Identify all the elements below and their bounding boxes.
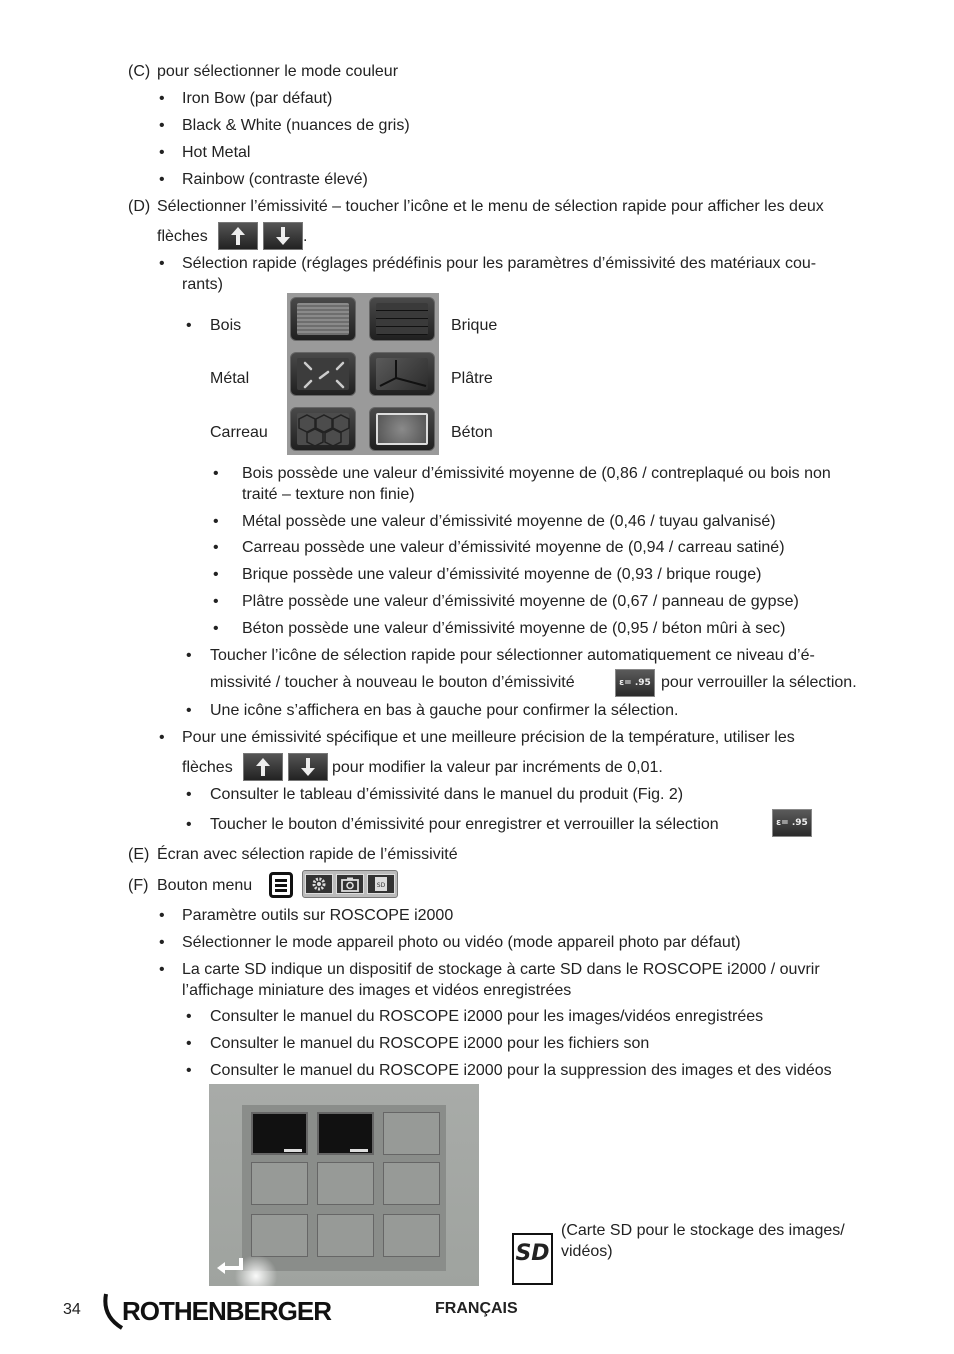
sd-caption-cont: vidéos) bbox=[561, 1243, 613, 1260]
specific-text-cont: flèches bbox=[182, 759, 233, 776]
brick-icon[interactable] bbox=[369, 297, 435, 341]
list-item: Rainbow (contraste élevé) bbox=[182, 171, 368, 188]
touch-text: Toucher l’icône de sélection rapide pour sélectionner automatiquement ce niveau d’é- bbox=[210, 647, 815, 664]
save-text: Toucher le bouton d’émissivité pour enregistrer et verrouiller la sélection bbox=[210, 816, 719, 833]
bullet: • bbox=[186, 816, 192, 833]
emissivity-button-icon: ε= .95 bbox=[772, 809, 812, 837]
bullet: • bbox=[213, 465, 219, 482]
section-d-text: Sélectionner l’émissivité – toucher l’icône et le menu de sélection rapide pour afficher les deux bbox=[157, 198, 824, 215]
bullet: • bbox=[213, 513, 219, 530]
confirm-text: Une icône s’affichera en bas à gauche pour confirmer la sélection. bbox=[210, 702, 679, 719]
sd-card-icon bbox=[512, 1233, 553, 1285]
table-ref-text: Consulter le tableau d’émissivité dans le manuel du produit (Fig. 2) bbox=[210, 786, 684, 803]
specific-text: Pour une émissivité spécifique et une meilleure précision de la température, utiliser les bbox=[182, 729, 795, 746]
metal-icon[interactable] bbox=[290, 352, 356, 396]
language-label: FRANÇAIS bbox=[435, 1300, 518, 1317]
emissivity-value: Béton possède une valeur d’émissivité moyenne de (0,95 / béton mûri à sec) bbox=[242, 620, 786, 637]
page-number: 34 bbox=[63, 1301, 81, 1318]
list-item: Black & White (nuances de gris) bbox=[182, 117, 410, 134]
list-item: Consulter le manuel du ROSCOPE i2000 pour les fichiers son bbox=[210, 1035, 650, 1052]
bullet: • bbox=[186, 1035, 192, 1052]
list-item: Consulter le manuel du ROSCOPE i2000 pour la suppression des images et des vidéos bbox=[210, 1062, 832, 1079]
thumbnail-screen bbox=[209, 1084, 479, 1286]
svg-text:SD: SD bbox=[376, 882, 386, 889]
sd-text-cont: l’affichage miniature des images et vidéos enregistrées bbox=[182, 982, 572, 999]
wood-icon[interactable] bbox=[290, 297, 356, 341]
material-label-platre: Plâtre bbox=[451, 370, 493, 387]
tile-icon[interactable] bbox=[290, 407, 356, 451]
bullet: • bbox=[186, 786, 192, 803]
punctuation: . bbox=[303, 228, 308, 245]
bullet: • bbox=[186, 1008, 192, 1025]
thumbnail[interactable] bbox=[317, 1162, 374, 1205]
touch-text-end: pour verrouiller la sélection. bbox=[661, 674, 857, 691]
concrete-icon[interactable] bbox=[369, 407, 435, 451]
thumbnail[interactable] bbox=[383, 1214, 440, 1257]
thumbnail[interactable] bbox=[383, 1162, 440, 1205]
emissivity-value: Métal possède une valeur d’émissivité moyenne de (0,46 / tuyau galvanisé) bbox=[242, 513, 776, 530]
section-f-text: Bouton menu bbox=[157, 877, 253, 894]
arrow-up-icon bbox=[218, 222, 258, 250]
bullet: • bbox=[186, 1062, 192, 1079]
plaster-icon[interactable] bbox=[369, 352, 435, 396]
logo-arc bbox=[100, 1292, 124, 1332]
light-glare bbox=[233, 1256, 279, 1286]
list-item: Hot Metal bbox=[182, 144, 251, 161]
emissivity-value-cont: traité – texture non finie) bbox=[242, 486, 415, 503]
bullet: • bbox=[159, 171, 165, 188]
specific-text-end: pour modifier la valeur par incréments de 0,01. bbox=[332, 759, 663, 776]
menu-bar bbox=[302, 870, 398, 898]
emissivity-button-icon: ε= .95 bbox=[615, 669, 655, 697]
arrow-down-icon bbox=[288, 753, 328, 781]
bullet: • bbox=[159, 729, 165, 746]
emissivity-value: Brique possède une valeur d’émissivité moyenne de (0,93 / brique rouge) bbox=[242, 566, 762, 583]
menu-icon bbox=[269, 872, 293, 898]
emissivity-value: Carreau possède une valeur d’émissivité moyenne de (0,94 / carreau satiné) bbox=[242, 539, 785, 556]
thumbnail[interactable] bbox=[251, 1112, 308, 1155]
gear-icon[interactable] bbox=[305, 874, 333, 894]
sd-card-icon[interactable] bbox=[367, 874, 395, 894]
bullet: • bbox=[159, 90, 165, 107]
touch-text-cont: missivité / toucher à nouveau le bouton d’émissivité bbox=[210, 674, 575, 691]
sd-label: SD bbox=[515, 1241, 550, 1266]
bullet: • bbox=[159, 907, 165, 924]
thumbnail[interactable] bbox=[317, 1112, 374, 1155]
bullet: • bbox=[159, 255, 165, 272]
section-d-arrows-label: flèches bbox=[157, 228, 208, 245]
list-item: Iron Bow (par défaut) bbox=[182, 90, 333, 107]
section-f-letter: (F) bbox=[128, 877, 149, 894]
material-label-bois: Bois bbox=[210, 317, 242, 334]
section-c-letter: (C) bbox=[128, 63, 151, 80]
quick-select-text: Sélection rapide (réglages prédéfinis pour les paramètres d’émissivité des matériaux cou- bbox=[182, 255, 817, 272]
emissivity-value: Plâtre possède une valeur d’émissivité moyenne de (0,67 / panneau de gypse) bbox=[242, 593, 799, 610]
material-label-carreau: Carreau bbox=[210, 424, 268, 441]
bullet: • bbox=[186, 702, 192, 719]
bullet: • bbox=[159, 934, 165, 951]
bullet: • bbox=[159, 961, 165, 978]
quick-select-text-cont: rants) bbox=[182, 276, 223, 293]
list-item: Paramètre outils sur ROSCOPE i2000 bbox=[182, 907, 454, 924]
bullet: • bbox=[213, 566, 219, 583]
quick-select-panel bbox=[287, 293, 439, 455]
camera-icon[interactable] bbox=[336, 874, 364, 894]
thumbnail[interactable] bbox=[383, 1112, 440, 1155]
bullet: • bbox=[186, 647, 192, 664]
arrow-up-icon bbox=[243, 753, 283, 781]
bullet: • bbox=[213, 539, 219, 556]
thumbnail[interactable] bbox=[251, 1214, 308, 1257]
bullet: • bbox=[159, 117, 165, 134]
material-label-metal: Métal bbox=[210, 370, 250, 387]
bullet: • bbox=[213, 620, 219, 637]
bullet: • bbox=[213, 593, 219, 610]
thumbnail[interactable] bbox=[251, 1162, 308, 1205]
brand-logo: ROTHENBERGER bbox=[122, 1296, 332, 1326]
section-d-letter: (D) bbox=[128, 198, 151, 215]
emissivity-value: Bois possède une valeur d’émissivité moyenne de (0,86 / contreplaqué ou bois non bbox=[242, 465, 831, 482]
bullet: • bbox=[186, 317, 192, 334]
arrow-down-icon bbox=[263, 222, 303, 250]
material-label-beton: Béton bbox=[451, 424, 493, 441]
thumbnail[interactable] bbox=[317, 1214, 374, 1257]
sd-text: La carte SD indique un dispositif de stockage à carte SD dans le ROSCOPE i2000 / ouvrir bbox=[182, 961, 820, 978]
section-c-text: pour sélectionner le mode couleur bbox=[157, 63, 399, 80]
sd-caption: (Carte SD pour le stockage des images/ bbox=[561, 1222, 845, 1239]
section-e-text: Écran avec sélection rapide de l’émissivité bbox=[157, 846, 458, 863]
list-item: Sélectionner le mode appareil photo ou vidéo (mode appareil photo par défaut) bbox=[182, 934, 741, 951]
section-e-letter: (E) bbox=[128, 846, 150, 863]
list-item: Consulter le manuel du ROSCOPE i2000 pour les images/vidéos enregistrées bbox=[210, 1008, 764, 1025]
material-label-brique: Brique bbox=[451, 317, 498, 334]
bullet: • bbox=[159, 144, 165, 161]
